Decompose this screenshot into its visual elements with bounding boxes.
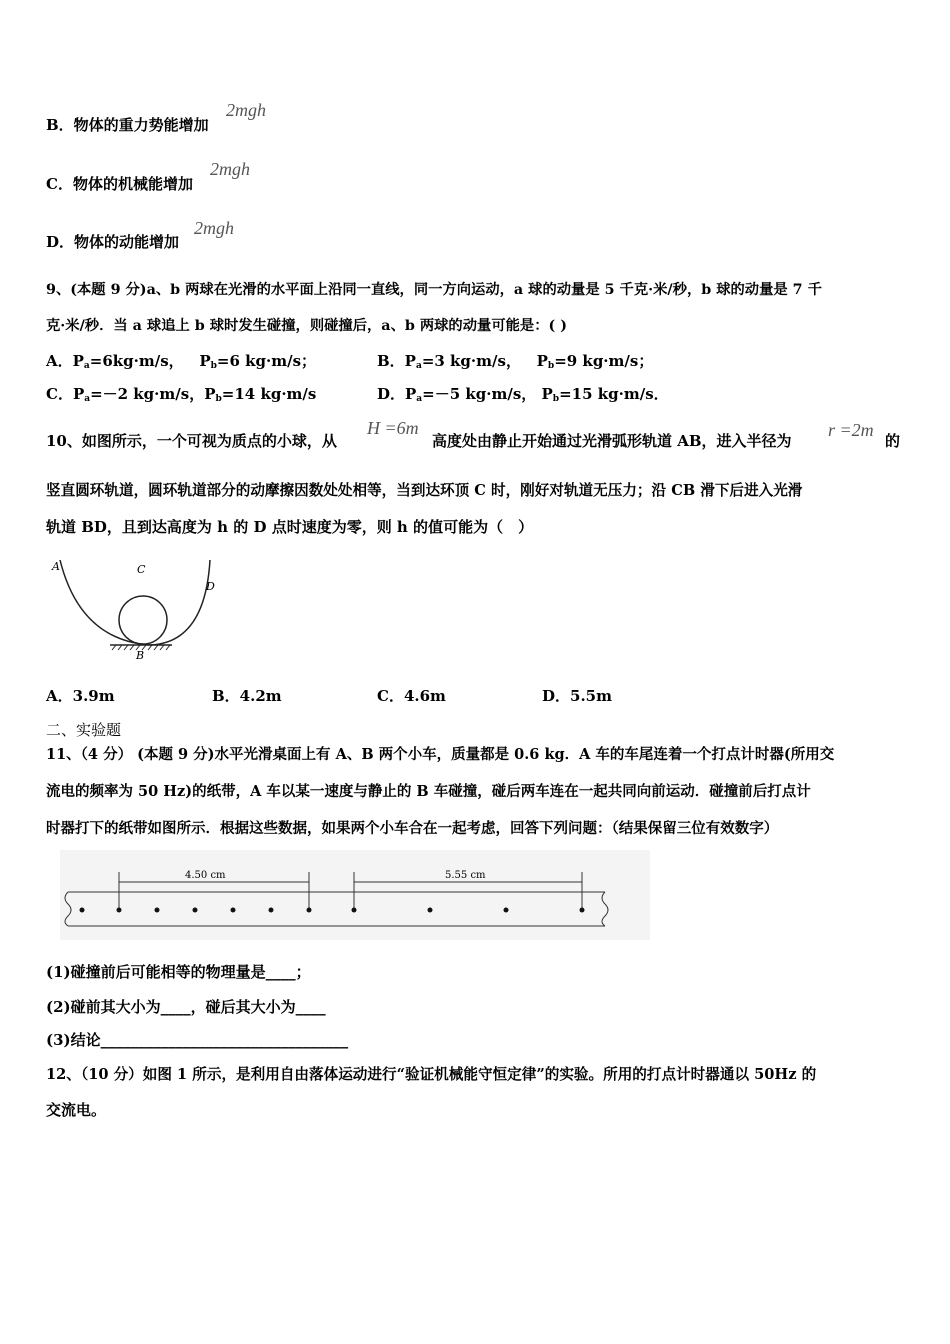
q11-line3: 时器打下的纸带如图所示．根据这些数据，如果两个小车合在一起考虑，回答下列问题：（结果保留三位有效数字） <box>46 820 779 837</box>
q10-line1a: 10、如图所示，一个可视为质点的小球，从 <box>46 432 337 450</box>
tape-label-before: 4.50 cm <box>185 870 226 881</box>
label-a: A <box>52 560 60 573</box>
loop-track-figure <box>40 545 240 660</box>
q11-sub3: (3)结论_________________________________ <box>46 1031 349 1049</box>
q9-choice-c: C．$P_a=-2$ kg·m/s，$P_b=14$ kg·m/s <box>46 385 317 404</box>
q11-line1: 11、（4 分） (本题 9 分)水平光滑桌面上有 A、B 两个小车，质量都是 0.6 kg．A 车的车尾连着一个打点计时器(所用交 <box>46 746 835 763</box>
q9-line1: 9、(本题 9 分)a、b 两球在光滑的水平面上沿同一直线，同一方向运动，a 球的动量是 5 千克·米/秒，b 球的动量是 7 千 <box>46 282 822 298</box>
math-height: H =6m <box>367 418 419 438</box>
math-2mgh: 2mgh <box>194 218 234 238</box>
label-b: B <box>136 649 145 660</box>
math-2mgh: 2mgh <box>210 159 250 179</box>
q12-line2: 交流电。 <box>46 1101 107 1119</box>
q10-line1c: 的 <box>885 432 901 450</box>
option-8b <box>46 115 209 135</box>
q10-choice-a: A．3.9m <box>46 687 115 705</box>
option-text: C．物体的机械能增加 <box>46 175 193 193</box>
paper-tape-figure <box>60 850 650 940</box>
math-2mgh: 2mgh <box>226 100 266 120</box>
q10-line3: 轨道 BD，且到达高度为 h 的 D 点时速度为零，则 h 的值可能为（ ） <box>46 518 534 536</box>
option-text: B．物体的重力势能增加 <box>46 116 209 134</box>
section-heading: 二、实验题 <box>46 721 122 739</box>
label-c: C <box>137 563 146 576</box>
q11-line2: 流电的频率为 50 Hz)的纸带，A 车以某一速度与静止的 B 车碰撞，碰后两车连在一起共同向前运动．碰撞前后打点计 <box>46 783 811 800</box>
q9-line2: 克·米/秒．当 a 球追上 b 球时发生碰撞，则碰撞后，a、b 两球的动量可能是：( ) <box>46 318 568 334</box>
q9-choice-d: D．$P_a=-5$ kg·m/s， $P_b=15$ kg·m/s． <box>377 385 669 404</box>
math-radius: r =2m <box>828 420 874 440</box>
q12-line1: 12、（10 分）如图 1 所示，是利用自由落体运动进行“验证机械能守恒定律”的实验。所用的打点计时器通以 50Hz 的 <box>46 1066 817 1083</box>
option-8c <box>46 174 193 194</box>
q10-choice-c: C．4.6m <box>377 687 446 705</box>
tape-label-after: 5.55 cm <box>445 870 486 881</box>
q10-line1b: 高度处由静止开始通过光滑弧形轨道 AB，进入半径为 <box>432 432 792 450</box>
q9-choice-a: A．$P_a=6kg\cdot m/s$， $P_b=6$ kg·m/s； <box>46 352 317 371</box>
label-d: D <box>206 580 215 593</box>
q11-sub1: (1)碰撞前后可能相等的物理量是____； <box>46 963 311 981</box>
q11-sub2: (2)碰前其大小为____，碰后其大小为____ <box>46 998 326 1016</box>
q10-line2: 竖直圆环轨道，圆环轨道部分的动摩擦因数处处相等，当到达环顶 C 时，刚好对轨道无压力；沿 CB 滑下后进入光滑 <box>46 482 803 499</box>
option-8d <box>46 232 179 252</box>
q10-choice-b: B．4.2m <box>212 687 282 705</box>
option-text: D．物体的动能增加 <box>46 233 180 251</box>
q9-choice-b: B．$P_a=3$ kg·m/s， $P_b=9$ kg·m/s； <box>377 352 654 371</box>
q10-choice-d: D．5.5m <box>542 687 612 705</box>
